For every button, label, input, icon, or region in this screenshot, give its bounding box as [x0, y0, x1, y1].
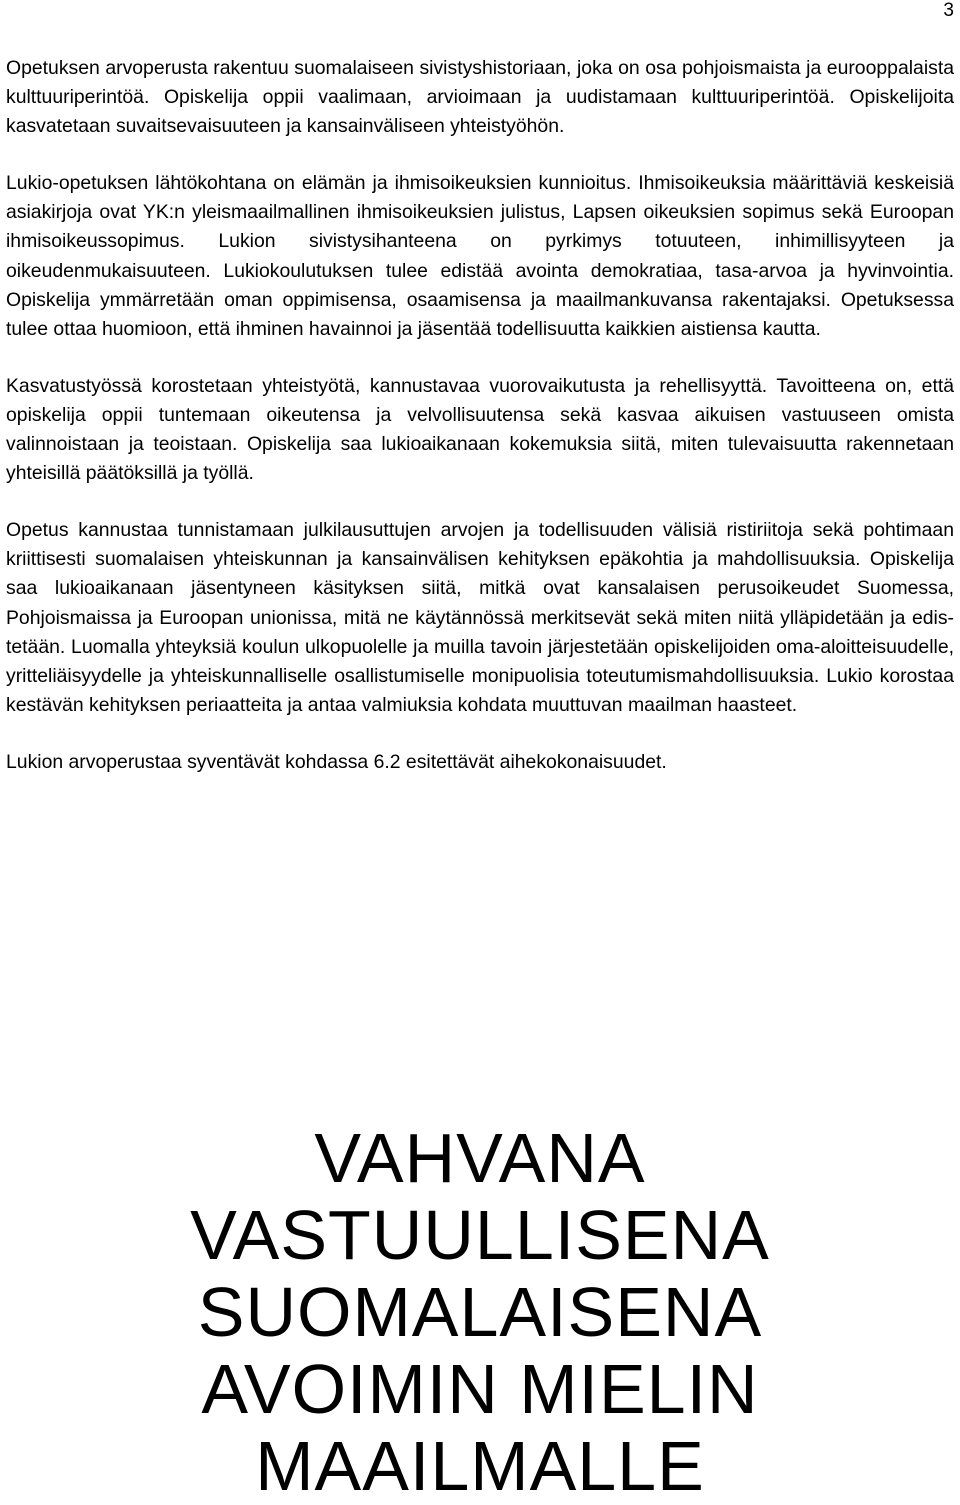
slogan-line: SUOMALAISENA — [197, 1273, 763, 1351]
document-body — [6, 54, 954, 805]
paragraph-4: Opetus kannustaa tunnistamaan julkilausuttujen arvojen ja todellisuuden välisiä ristiriitoja sekä pohtimaan kriittisesti suomalaisen yhteiskunnan ja kansainvälisen kehityksen epäkohtia ja mahdollisuuksia. Opiskelija saa lukioaikanaan jäsentyneen käsityksen siitä, mitkä ovat kansalaisen perusoikeudet Suomessa, Pohjoismaissa ja Euroopan unionissa, mitä ne käytännössä merkitsevät sekä miten niitä ylläpidetään ja edistetään. Luomalla yhteyksiä koulun ulkopuolelle ja muilla tavoin järjestetään opiskelijoiden oma-aloitteisuudelle, yritteliäisyydelle ja yhteiskunnalliselle osallistumiselle monipuolisia toteutumismahdollisuuksia. Lukio korostaa kestävän kehityksen periaatteita ja antaa valmiuksia kohdata muuttuvan maailman haasteet. — [6, 519, 954, 716]
page-number: 3 — [943, 0, 954, 21]
paragraph-2: Lukio-opetuksen lähtökohtana on elämän ja ihmisoikeuksien kunnioitus. Ihmisoikeuksia määrittäviä keskeisiä asiakirjoja ovat YK:n yleismaailmallinen ihmisoikeuksien julistus, Lapsen oikeuksien sopimus sekä Euroopan ihmisoikeussopimus. Lukion sivistysihanteena on pyrkimys totuuteen, inhimillisyyteen ja oikeudenmukaisuuteen. Lukiokoulutuksen tulee edistää avointa demokratiaa, tasa-arvoa ja hyvinvointia. Opiskelija ymmärretään oman oppimisensa, osaamisensa ja maailmankuvansa rakentajaksi. Opetuksessa tulee ottaa huomioon, että ihminen havainnoi ja jäsentää todellisuutta kaikkien aistiensa kautta. — [6, 172, 954, 340]
slogan-line: VASTUULLISENA — [190, 1196, 770, 1274]
paragraph-5: Lukion arvoperustaa syventävät kohdassa 6.2 esitettävät aihekokonaisuudet. — [6, 750, 667, 773]
paragraph-3: Kasvatustyössä korostetaan yhteistyötä, kannustavaa vuorovaikutusta ja rehellisyyttä. Tavoitteena on, että opiskelija oppii tuntemaan oikeutensa ja velvollisuutensa sekä kasvaa aikuisen vastuuseen omista valinnoistaan ja teoistaan. Opiskelija saa lukioaikanaan kokemuksia siitä, miten tulevaisuutta rakennetaan yhteisillä päätöksillä ja työllä. — [6, 374, 954, 485]
slogan-line: AVOIMIN MIELIN — [201, 1350, 759, 1428]
paragraph-1: Opetuksen arvoperusta rakentuu suomalaiseen sivistyshistoriaan, joka on osa pohjoismaista ja eurooppalaista kulttuuriperintöä. Opiskelija oppii vaalimaan, arvioimaan ja uudistamaan kulttuuriperintöä. Opiskelijoita kasvatetaan suvaitsevaisuuteen ja kansainväliseen yhteistyöhön. — [6, 57, 954, 138]
slogan — [0, 1120, 960, 1505]
slogan-line: MAAILMALLE — [255, 1427, 705, 1505]
slogan-line: VAHVANA — [314, 1119, 646, 1197]
